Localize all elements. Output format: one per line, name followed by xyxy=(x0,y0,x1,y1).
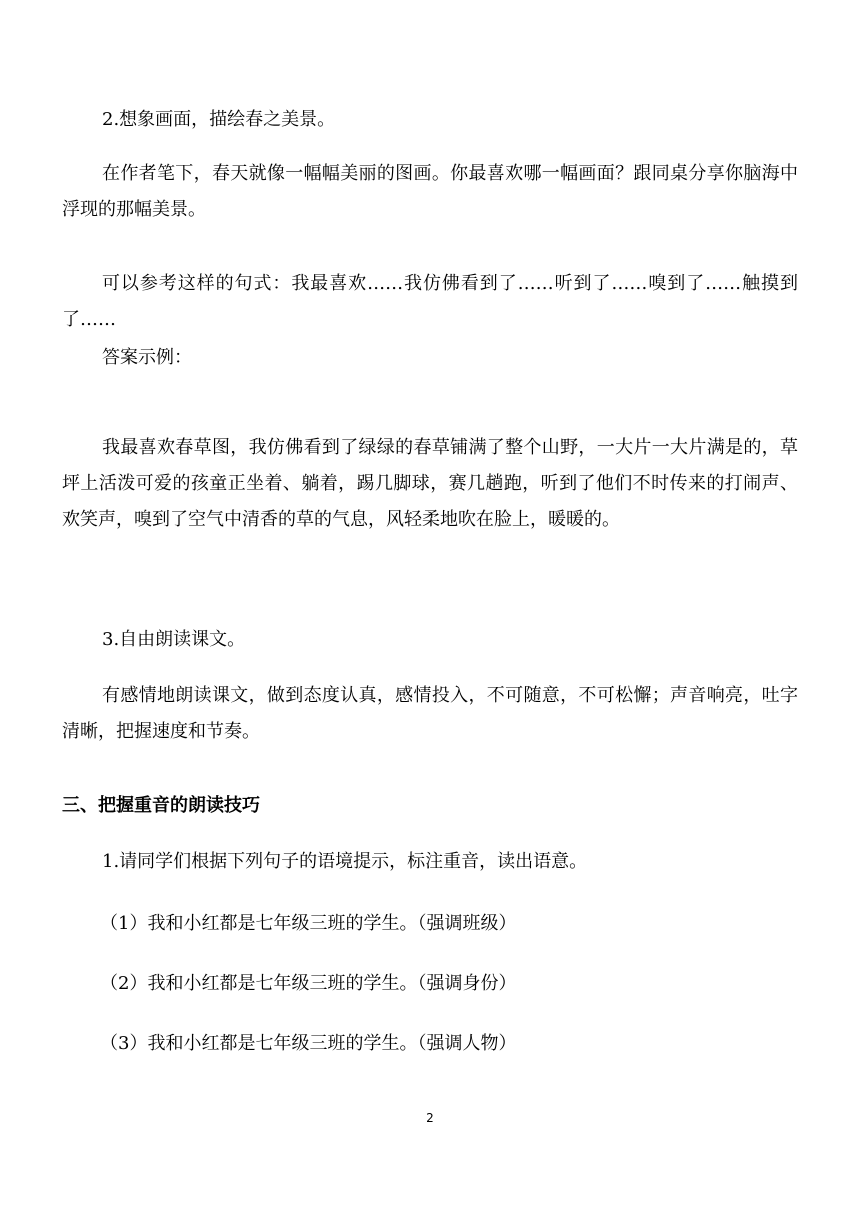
sentence-item-3: （3）我和小红都是七年级三班的学生。（强调人物） xyxy=(100,1033,517,1054)
paragraph-imagine: 在作者笔下，春天就像一幅幅美丽的图画。你最喜欢哪一幅画面？跟同桌分享你脑海中浮现的那幅美景。 xyxy=(62,163,798,220)
sentence-item-1: （1）我和小红都是七年级三班的学生。（强调班级） xyxy=(100,913,517,934)
sentence-item-2: （2）我和小红都是七年级三班的学生。（强调身份） xyxy=(100,973,517,994)
paragraph-read-aloud: 有感情地朗读课文，做到态度认真，感情投入，不可随意，不可松懈；声音响亮，吐字清晰，把握速度和节奏。 xyxy=(62,685,798,742)
paragraph-stress-task: 1.请同学们根据下列句子的语境提示，标注重音，读出语意。 xyxy=(102,851,588,872)
paragraph-answer-label: 答案示例： xyxy=(102,347,192,368)
paragraph-sentence-pattern: 可以参考这样的句式：我最喜欢……我仿佛看到了……听到了……嗅到了……触摸到了…… xyxy=(62,273,798,330)
paragraph-answer-example: 我最喜欢春草图，我仿佛看到了绿绿的春草铺满了整个山野，一大片一大片满是的，草坪上活泼可爱的孩童正坐着、躺着，踢几脚球，赛几趟跑，听到了他们不时传来的打闹声、欢笑声，嗅到了空气中清香的草的气息，风轻柔地吹在脸上，暖暖的。 xyxy=(62,437,798,530)
page-number: 2 xyxy=(426,1111,434,1125)
paragraph-item-3: 3.自由朗读课文。 xyxy=(102,629,246,650)
section-heading: 三、把握重音的朗读技巧 xyxy=(62,795,260,816)
paragraph-item-2: 2.想象画面，描绘春之美景。 xyxy=(102,109,336,130)
